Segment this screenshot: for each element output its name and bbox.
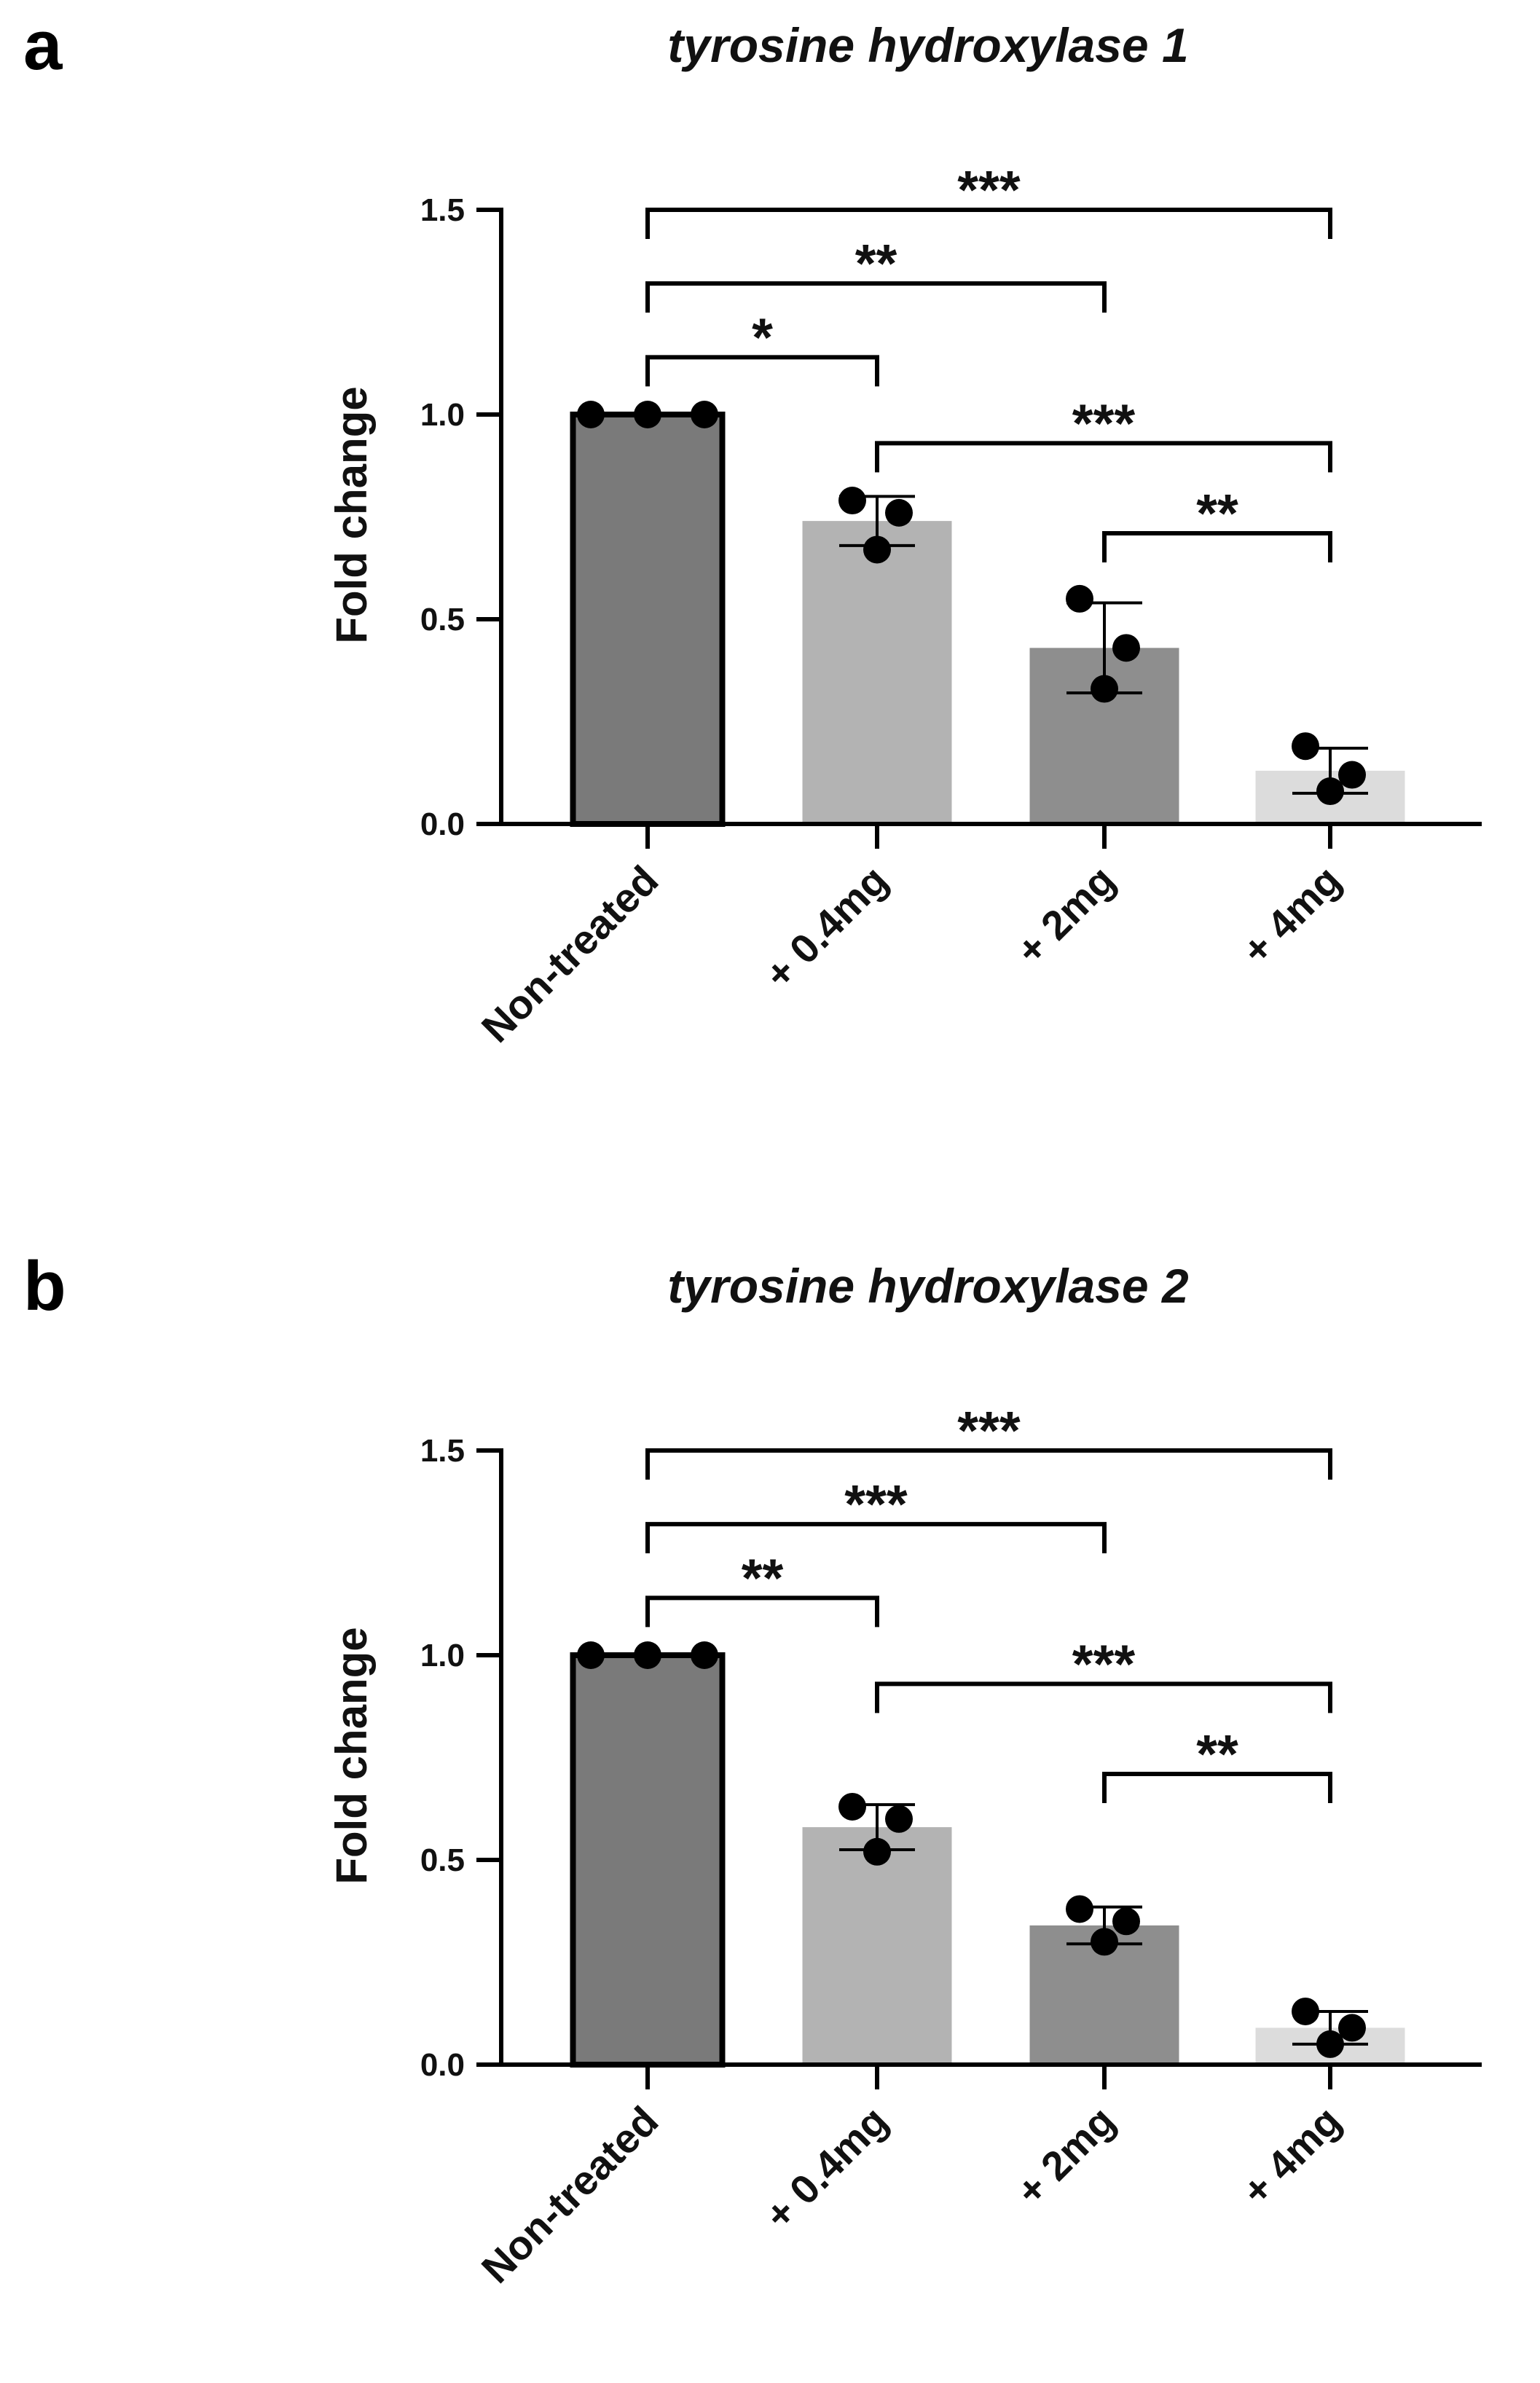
significance-label-b-5: ** xyxy=(1196,1723,1238,1784)
significance-label-a-4: *** xyxy=(1072,393,1136,454)
x-tick-label-a-2: + 0.4mg xyxy=(755,856,897,998)
data-point-a-4-1 xyxy=(1292,732,1319,760)
bar-a-2 xyxy=(803,521,952,824)
x-tick-label-a-4: + 4mg xyxy=(1233,856,1350,974)
data-point-b-4-2 xyxy=(1338,2014,1366,2041)
y-tick-label-a-1: 0.0 xyxy=(420,806,465,842)
data-point-b-3-3 xyxy=(1091,1928,1118,1955)
data-point-a-2-3 xyxy=(863,535,891,563)
data-point-a-3-2 xyxy=(1112,634,1140,661)
data-point-b-3-2 xyxy=(1112,1907,1140,1935)
data-point-b-1-2 xyxy=(634,1641,661,1669)
panel-letter-a: a xyxy=(23,7,63,85)
data-point-a-1-2 xyxy=(634,401,661,428)
significance-label-b-3: ** xyxy=(741,1547,784,1609)
x-tick-label-b-2: + 0.4mg xyxy=(755,2097,897,2239)
y-tick-label-b-2: 0.5 xyxy=(420,1842,465,1878)
chart-title-b: tyrosine hydroxylase 2 xyxy=(667,1259,1189,1313)
significance-label-a-5: ** xyxy=(1196,482,1238,543)
y-tick-label-b-1: 0.0 xyxy=(420,2047,465,2083)
y-tick-label-b-3: 1.0 xyxy=(420,1638,465,1673)
bar-a-1 xyxy=(573,415,723,824)
y-tick-label-a-3: 1.0 xyxy=(420,397,465,433)
y-axis-label-a: Fold change xyxy=(327,386,376,644)
data-point-a-1-1 xyxy=(577,401,605,428)
x-tick-label-a-3: + 2mg xyxy=(1007,856,1124,974)
chart-title-a: tyrosine hydroxylase 1 xyxy=(667,18,1189,72)
significance-label-b-2: *** xyxy=(844,1474,908,1535)
x-tick-label-a-1: Non-treated xyxy=(472,856,667,1051)
y-axis-label-b: Fold change xyxy=(327,1627,376,1885)
x-tick-label-b-3: + 2mg xyxy=(1007,2097,1124,2215)
y-tick-label-a-4: 1.5 xyxy=(420,192,465,228)
significance-label-b-1: *** xyxy=(957,1400,1021,1461)
significance-label-a-2: ** xyxy=(855,233,897,294)
data-point-b-2-3 xyxy=(863,1838,891,1866)
data-point-a-4-3 xyxy=(1316,777,1344,805)
data-point-b-4-3 xyxy=(1316,2030,1344,2058)
significance-label-a-3: * xyxy=(752,307,773,368)
data-point-b-2-2 xyxy=(885,1805,913,1833)
data-point-a-4-2 xyxy=(1338,761,1366,789)
data-point-a-3-3 xyxy=(1091,675,1118,703)
y-tick-label-b-4: 1.5 xyxy=(420,1433,465,1469)
data-point-b-2-1 xyxy=(838,1793,866,1821)
data-point-b-3-1 xyxy=(1066,1895,1093,1923)
data-point-a-2-1 xyxy=(838,487,866,514)
data-point-b-4-1 xyxy=(1292,1998,1319,2025)
data-point-a-1-3 xyxy=(691,401,718,428)
y-tick-label-a-2: 0.5 xyxy=(420,602,465,637)
data-point-a-2-2 xyxy=(885,499,913,527)
data-point-b-1-1 xyxy=(577,1641,605,1669)
significance-label-b-4: *** xyxy=(1072,1633,1136,1695)
x-tick-label-b-1: Non-treated xyxy=(472,2097,667,2292)
significance-label-a-1: *** xyxy=(957,160,1021,220)
data-point-b-1-3 xyxy=(691,1641,718,1669)
bar-b-1 xyxy=(573,1655,723,2065)
x-tick-label-b-4: + 4mg xyxy=(1233,2097,1350,2215)
data-point-a-3-1 xyxy=(1066,585,1093,613)
panel-letter-b: b xyxy=(23,1247,66,1325)
